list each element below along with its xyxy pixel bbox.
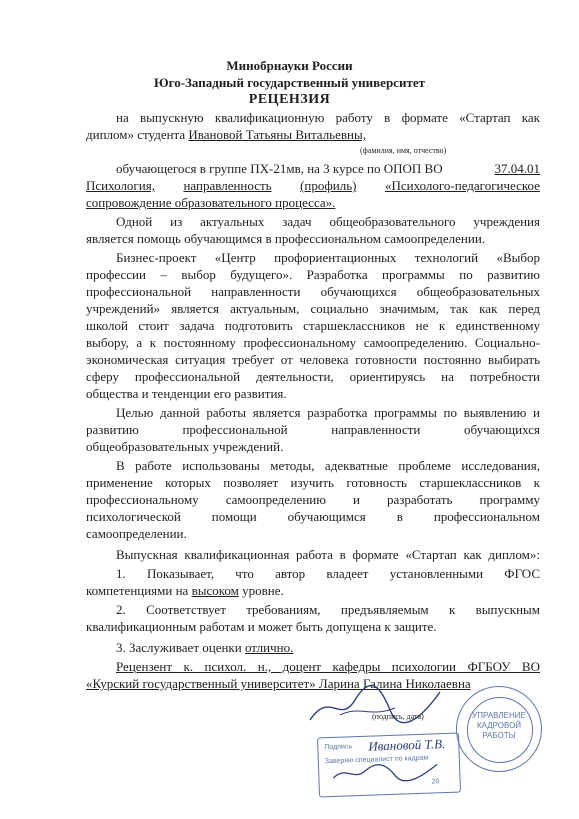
intro-line-2 (86, 127, 366, 143)
signature-hint: (подпись, дата) (372, 712, 424, 721)
ministry-name: Минобрнауки России (226, 58, 353, 73)
item-1-text: компетенциями на (86, 583, 189, 598)
p2-line-5: школой стоит задача подготовить старшеклассников не к единственному (86, 318, 540, 333)
university-name: Юго-Западный государственный университет (154, 75, 425, 90)
reviewer-line-1: Рецензент к. психол. н., доцент кафедры психологии ФГБОУ ВО (116, 659, 540, 674)
p3-line-2: развитию профессиональной направленности обучающихся (86, 422, 540, 437)
p2-line-1: Бизнес-проект «Центр профориентационных технологий «Выбор (116, 250, 540, 265)
p2-line-9: общества и тенденции его развития. (86, 386, 287, 401)
p1-line-2: является помощь обучающимся в профессиональном самоопределении. (86, 231, 486, 246)
student-name: Ивановой Татьяны Витальевны, (188, 127, 366, 142)
p3-line-3: общеобразовательных учреждений. (86, 439, 284, 454)
intro-line-1: на выпускную квалификационную работу в формате «Стартап как (116, 110, 540, 125)
p4-line-1: В работе использованы методы, адекватные проблеме исследования, (116, 458, 540, 473)
p2-line-4: учреждений» является актуальным, социально значимым, так как перед (86, 301, 540, 316)
grade-value: отлично. (244, 640, 294, 655)
verification-signature (331, 760, 442, 784)
p4-line-2: применение которых позволяет изучить готовность старшеклассников к (86, 475, 540, 490)
verification-stamp (317, 733, 461, 798)
p4-line-4: психологической помощи обучающимся в профессиональном (86, 509, 540, 524)
item-2-line-1: 2. Соответствует требованиям, предъявляемым к выпускным (116, 602, 540, 617)
p2-line-2: профессии – выбор будущего». Разработка программы по развитию (86, 267, 540, 282)
reviewer-line-2: «Курский государственный университет» Ларина Галина Николаевна (86, 676, 471, 691)
verification-year: 20 (431, 778, 440, 786)
program-name-start: «Психолого-педагогическое (384, 178, 540, 193)
program-name-end: сопровождение образовательного процесса». (86, 195, 336, 210)
p4-line-5: самоопределении. (86, 526, 187, 541)
item-3-line (116, 640, 293, 656)
program-direction: направленность (183, 178, 272, 193)
hr-stamp (456, 686, 542, 772)
verification-text: Заверяю специалист по кадрам (324, 754, 429, 766)
program-profile: (профиль) (300, 178, 357, 193)
reviewer-signature (300, 680, 450, 730)
verification-signature-name: Ивановой Т.В. (368, 736, 446, 754)
p2-line-8: сферу профессиональной деятельности, ориентируясь на потребности (86, 369, 540, 384)
item-1-line-1: 1. Показывает, что автор владеет установленными ФГОС (116, 566, 540, 581)
program-code: 37.04.01 (494, 161, 540, 176)
document-title: РЕЦЕНЗИЯ (248, 92, 331, 107)
group-course-text: обучающегося в группе ПХ-21мв, на 3 курсе по ОПОП ВО (116, 161, 443, 176)
item-1-end: уровне. (242, 583, 284, 598)
p2-line-7: экономическая ситуация требует от человека готовности постоянно выбирать (86, 352, 540, 367)
p5-line: Выпускная квалификационная работа в формате «Стартап как диплом»: (116, 547, 540, 562)
intro-line-2-text: диплом» студента (86, 127, 186, 142)
intro-line-3 (116, 161, 540, 177)
intro-line-4 (86, 178, 540, 194)
p4-line-3: профессиональному самоопределению и разработать программу (86, 492, 540, 507)
p2-line-6: выбору, а к постоянному профессиональному самоопределению. Социально- (86, 335, 540, 350)
item-3-text: 3. Заслуживает оценки (116, 640, 242, 655)
verification-sign-label: Подпись (324, 743, 353, 752)
program-psychology: Психология, (86, 178, 155, 193)
item-1-line-2 (86, 583, 284, 599)
p1-line-1: Одной из актуальных задач общеобразовательного учреждения (116, 214, 540, 229)
item-2-line-2: квалификационным работам и может быть допущена к защите. (86, 619, 437, 634)
name-hint: (фамилия, имя, отчество) (360, 146, 447, 155)
p2-line-3: профессиональной направленности обучающихся общеобразовательных (86, 284, 540, 299)
p3-line-1: Целью данной работы является разработка программы по выявлению и (116, 405, 540, 420)
hr-stamp-text: УПРАВЛЕНИЕ КАДРОВОЙ РАБОТЫ (472, 711, 526, 740)
competence-level: высоком (191, 583, 239, 598)
